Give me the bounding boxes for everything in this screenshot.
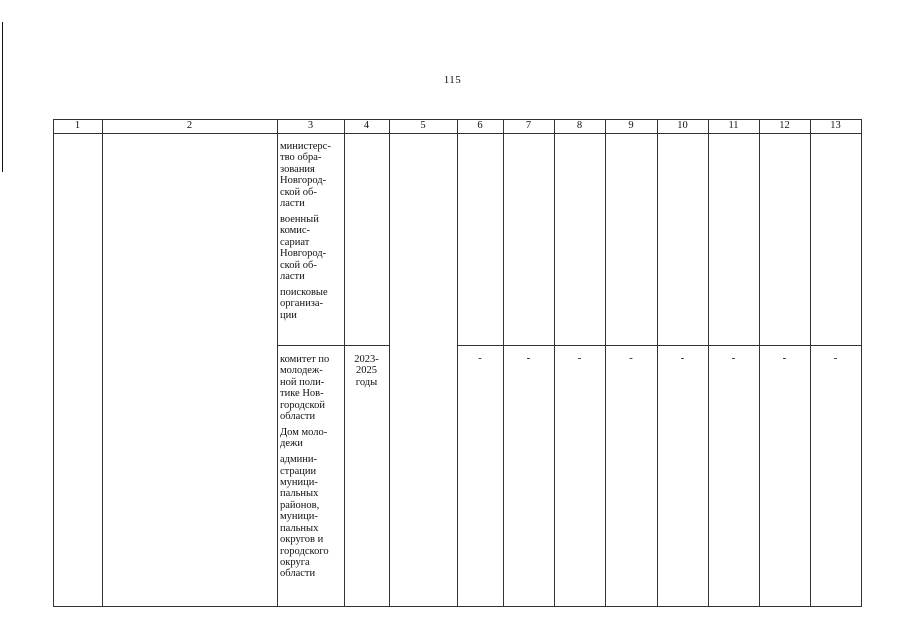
period-text-line: годы <box>355 376 378 388</box>
value-cell-col-8: - <box>577 352 582 364</box>
column-border-5 <box>389 119 390 606</box>
executor-text-line: округа <box>280 556 310 568</box>
column-number-12: 12 <box>779 120 790 131</box>
period-text-line: 2023- <box>354 354 379 365</box>
executor-text-line: области <box>280 568 316 580</box>
page-number: 115 <box>443 74 462 86</box>
column-number-9: 9 <box>628 120 634 131</box>
executor-text-line: админи- <box>280 454 318 466</box>
executor-text-line: военный <box>280 213 319 225</box>
executor-text-line: ласти <box>280 270 305 282</box>
executor-text-line: городского <box>280 545 329 557</box>
executor-entry <box>280 141 331 209</box>
executor-text-line: тво обра- <box>280 152 322 164</box>
value-cell-col-10: - <box>680 352 685 364</box>
column-border-3 <box>277 119 278 606</box>
column-number-7: 7 <box>525 120 532 131</box>
column-number-10: 10 <box>677 120 688 131</box>
value-cell-col-6: - <box>478 352 482 364</box>
column-number-2: 2 <box>186 120 193 131</box>
executor-text-line: страции <box>280 465 317 477</box>
executor-text-line: ции <box>280 309 297 321</box>
value-cell-col-11: - <box>731 352 736 364</box>
value-cell-col-12: - <box>782 352 787 364</box>
column-number-6: 6 <box>477 120 483 131</box>
executor-text-line: сариат <box>280 236 310 248</box>
executor-entry <box>280 287 331 321</box>
executor-text-line: ной поли- <box>280 376 325 388</box>
row-divider <box>457 345 861 346</box>
executor-text-line: ласти <box>280 198 305 210</box>
executor-text-line: тике Нов- <box>280 388 324 400</box>
executor-text-line: поисковые <box>280 286 328 298</box>
value-cell-col-7: - <box>526 352 531 364</box>
margin-line <box>2 22 3 172</box>
row2-executors-cell <box>280 354 329 580</box>
executor-text-line: ской об- <box>280 186 317 198</box>
column-number-3: 3 <box>307 120 314 131</box>
column-border-1 <box>53 119 54 606</box>
column-number-13: 13 <box>830 120 841 131</box>
executor-text-line: министерс- <box>280 141 331 152</box>
executor-text-line: зования <box>280 163 315 175</box>
row-divider-left <box>277 345 389 346</box>
executor-text-line: Новгород- <box>280 175 327 187</box>
executor-entry <box>280 214 331 282</box>
column-number-1: 1 <box>74 120 81 131</box>
executor-text-line: ской об- <box>280 259 317 271</box>
executor-text-line: Дом моло- <box>280 426 328 438</box>
value-cell-col-9: - <box>629 352 633 364</box>
column-border-14 <box>861 119 862 606</box>
executor-text-line: молодеж- <box>280 365 323 377</box>
column-number-5: 5 <box>420 120 426 131</box>
column-number-11: 11 <box>728 120 739 131</box>
row1-executors-cell <box>280 141 331 321</box>
executor-text-line: городской <box>280 399 325 411</box>
executor-entry <box>280 427 329 450</box>
period-text-line: 2025 <box>356 365 377 377</box>
data-table <box>53 119 862 607</box>
column-number-8: 8 <box>576 120 583 131</box>
executor-text-line: муници- <box>280 477 318 489</box>
executor-text-line: Новгород- <box>280 248 327 260</box>
executor-text-line: комитет по <box>280 354 330 365</box>
row2-period-cell <box>344 354 389 388</box>
executor-entry <box>280 454 329 579</box>
executor-text-line: районов, <box>280 499 320 511</box>
executor-text-line: организа- <box>280 298 324 310</box>
column-border-2 <box>102 119 103 606</box>
executor-text-line: комис- <box>280 225 311 237</box>
executor-text-line: пальных <box>280 488 319 500</box>
column-number-4: 4 <box>363 120 370 131</box>
executor-text-line: дежи <box>280 438 303 450</box>
value-cell-col-13: - <box>833 352 838 364</box>
table-bottom-border <box>53 606 862 607</box>
executor-text-line: муници- <box>280 511 318 523</box>
executor-text-line: пальных <box>280 522 319 534</box>
executor-text-line: округов и <box>280 534 324 546</box>
executor-text-line: области <box>280 411 316 423</box>
executor-entry <box>280 354 329 422</box>
